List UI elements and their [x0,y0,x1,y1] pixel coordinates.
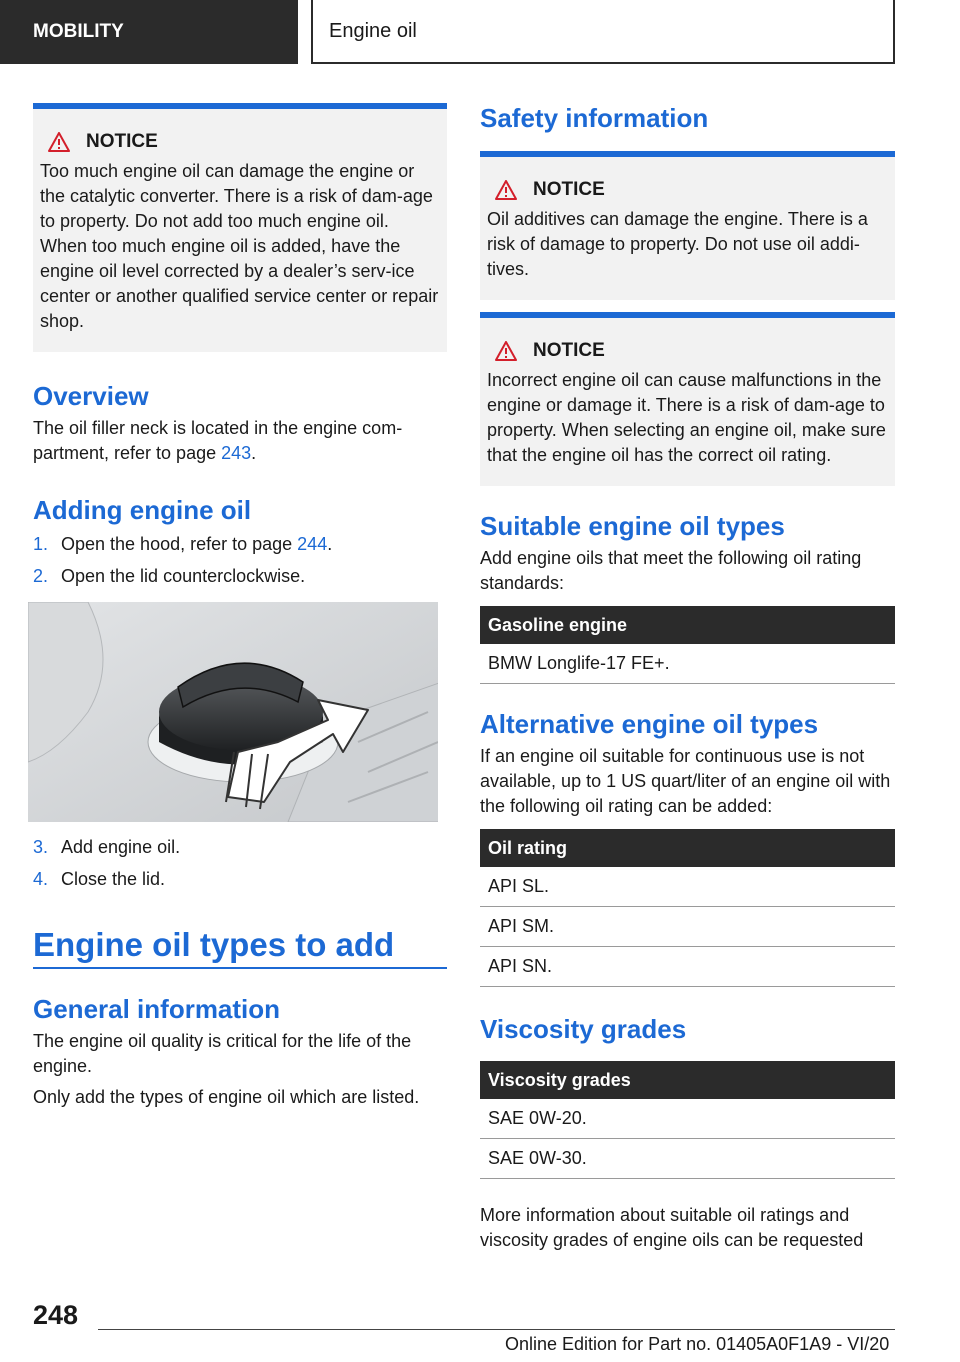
page-link-243[interactable]: 243 [221,443,252,463]
overview-heading: Overview [33,381,149,411]
left-column [33,103,447,1110]
gasoline-engine-table [480,606,895,684]
notice-label: NOTICE [533,179,605,200]
adding-steps-list-a [33,532,447,589]
viscosity-table [480,1061,895,1179]
table-row: BMW Longlife-17 FE+. [480,644,895,684]
notice-text: Oil additives can damage the engine. There is a risk of damage to property. Do not use oil addi-tives. [487,209,868,279]
page-number: 248 [33,1300,79,1330]
viscosity-more-text: More information about suitable oil ratings and viscosity grades of engine oils can be requested [480,1205,864,1250]
warning-icon [495,341,517,361]
notice-text: Too much engine oil can damage the engine or the catalytic converter. There is a risk of dam-age to property. Do not add too much engine oil. When too much engine oil is added, have the engine oil level corrected by a dealer’s serv-ice center or another qualified service center or repair shop. [40,161,439,331]
adding-steps-list-b [33,835,447,892]
warning-icon [495,180,517,200]
notice-label: NOTICE [86,131,158,152]
right-column [480,96,895,1253]
list-item: 4. Close the lid. [33,869,166,889]
engine-oil-types-heading: Engine oil types to add [33,926,395,963]
section-title-rule [33,925,447,969]
chapter-label: Engine oil [329,19,417,42]
safety-info-heading: Safety information [480,103,709,133]
table-row: SAE 0W-30. [480,1139,895,1179]
table-row: API SN. [480,947,895,987]
general-info-text-2: Only add the types of engine oil which are listed. [33,1087,420,1107]
table-header: Oil rating [480,829,895,867]
table-header: Viscosity grades [480,1061,895,1099]
chapter-header [311,0,895,64]
suitable-oil-heading: Suitable engine oil types [480,511,785,541]
viscosity-heading: Viscosity grades [480,1014,687,1044]
table-row: API SL. [480,867,895,907]
adding-oil-heading: Adding engine oil [33,495,252,525]
notice-label: NOTICE [533,340,605,361]
edition-footer: Online Edition for Part no. 01405A0F1A9 - VI/20 [505,1334,890,1354]
section-tab [0,0,298,64]
table-row: API SM. [480,907,895,947]
general-info-heading: General information [33,994,281,1024]
page-link-244[interactable]: 244 [297,534,328,554]
list-item: 1. Open the hood, refer to page 244. [33,534,333,554]
general-info-text-1: The engine oil quality is critical for the life of the engine. [33,1031,412,1076]
list-item: 3. Add engine oil. [33,837,181,857]
notice-box-incorrect-oil [480,312,895,486]
suitable-oil-text: Add engine oils that meet the following oil rating standards: [480,548,862,593]
overview-text: The oil filler neck is located in the engine com-partment, refer to page 243. [33,418,403,463]
section-label: MOBILITY [33,21,124,42]
table-row: SAE 0W-20. [480,1099,895,1139]
alternative-oil-heading: Alternative engine oil types [480,709,819,739]
oil-rating-table [480,829,895,987]
oil-cap-illustration [28,602,438,822]
warning-icon [48,132,70,152]
footer-divider [98,1329,895,1330]
notice-box-overfill [33,103,447,352]
notice-text: Incorrect engine oil can cause malfunctions in the engine or damage it. There is a risk of dam-age to property. When selecting an engine oil, make sure that the engine oil has the correct oil rating. [487,370,886,465]
list-item: 2. Open the lid counterclockwise. [33,566,306,586]
table-header: Gasoline engine [480,606,895,644]
notice-box-additives [480,151,895,300]
alternative-oil-text: If an engine oil suitable for continuous use is not available, up to 1 US quart/liter of an engine oil with the following oil rating can be added: [480,746,891,816]
